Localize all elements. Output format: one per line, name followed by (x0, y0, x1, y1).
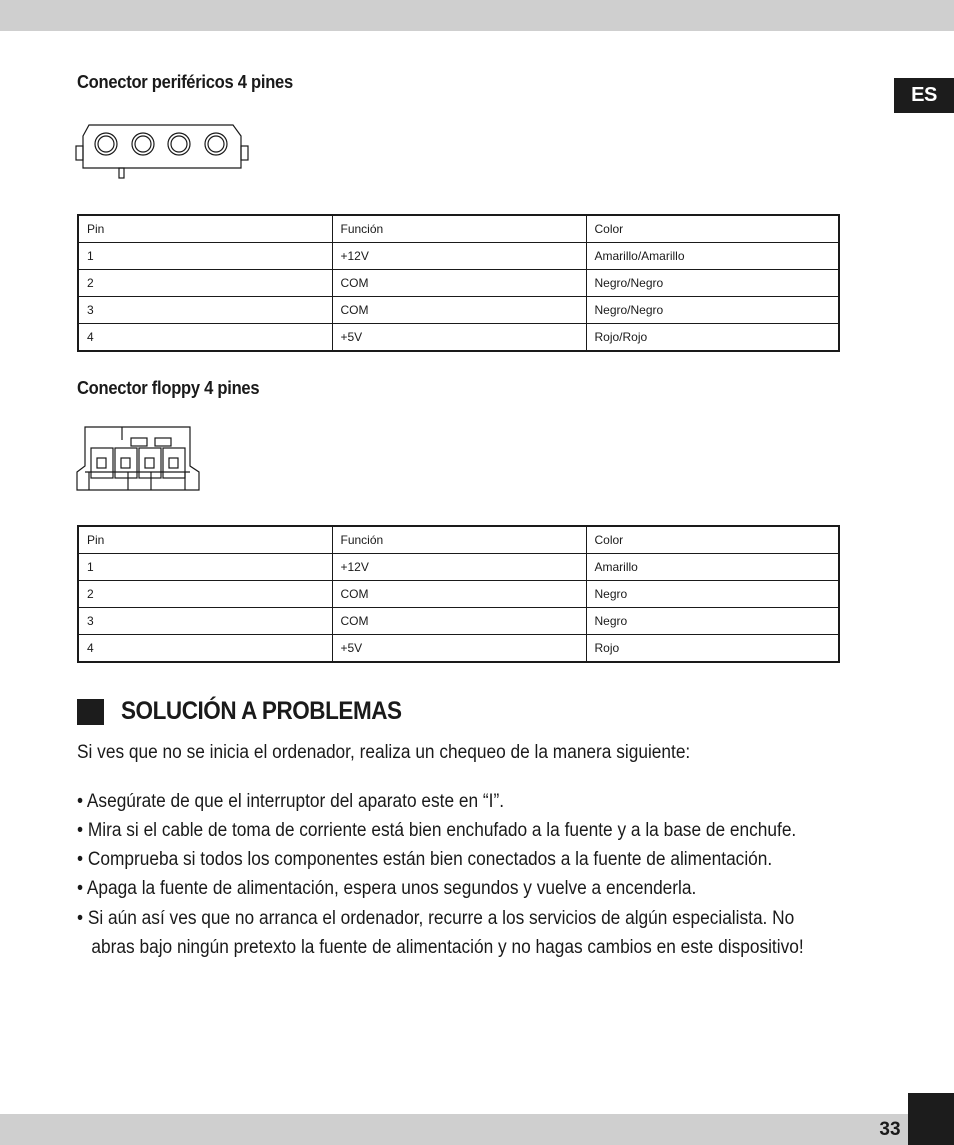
peripheral-connector-title: Conector periféricos 4 pines (77, 72, 293, 92)
table-cell: COM (332, 608, 586, 635)
corner-tab (908, 1093, 954, 1145)
table-row (78, 297, 839, 324)
floppy-pin-table (77, 525, 840, 663)
bullet-item-continuation: abras bajo ningún pretexto la fuente de alimentación y no hagas cambios en este dispositivo! (77, 937, 804, 958)
bullet-item: • Si aún así ves que no arranca el ordenador, recurre a los servicios de algún especialista. No (77, 908, 795, 929)
floppy-connector-diagram (75, 424, 203, 494)
table-cell: Negro/Negro (586, 270, 839, 297)
table-cell: 1 (78, 554, 332, 581)
table-header-row (78, 526, 839, 554)
peripheral-pin-table (77, 214, 840, 352)
table-cell: 4 (78, 635, 332, 663)
table-header-cell: Pin (78, 215, 332, 243)
molex-connector-diagram (75, 122, 250, 180)
floppy-connector-title: Conector floppy 4 pines (77, 378, 260, 398)
table-cell: COM (332, 297, 586, 324)
bullet-item: • Mira si el cable de toma de corriente está bien enchufado a la fuente y a la base de enchufe. (77, 820, 797, 841)
table-row (78, 608, 839, 635)
table-cell: Rojo/Rojo (586, 324, 839, 352)
table-cell: Amarillo (586, 554, 839, 581)
table-cell: COM (332, 581, 586, 608)
troubleshooting-heading: SOLUCIÓN A PROBLEMAS (121, 697, 402, 725)
table-cell: COM (332, 270, 586, 297)
table-cell: +5V (332, 324, 586, 352)
table-row (78, 635, 839, 663)
table-cell: +12V (332, 243, 586, 270)
heading-marker (77, 699, 104, 725)
table-row (78, 243, 839, 270)
table-cell: 2 (78, 270, 332, 297)
table-cell: +5V (332, 635, 586, 663)
table-cell: Negro/Negro (586, 297, 839, 324)
table-cell: Rojo (586, 635, 839, 663)
troubleshooting-intro: Si ves que no se inicia el ordenador, realiza un chequeo de la manera siguiente: (77, 742, 691, 763)
table-cell: 3 (78, 608, 332, 635)
bullet-item: • Asegúrate de que el interruptor del aparato este en “I”. (77, 791, 505, 812)
table-row (78, 270, 839, 297)
table-header-cell: Pin (78, 526, 332, 554)
page-number: 33 (879, 1118, 901, 1140)
table-cell: Negro (586, 608, 839, 635)
table-header-cell: Función (332, 215, 586, 243)
table-cell: 3 (78, 297, 332, 324)
table-cell: 4 (78, 324, 332, 352)
language-tab: ES (894, 78, 954, 113)
bottom-band (0, 1114, 908, 1145)
table-row (78, 554, 839, 581)
table-cell: 2 (78, 581, 332, 608)
table-row (78, 324, 839, 352)
table-header-cell: Función (332, 526, 586, 554)
table-cell: +12V (332, 554, 586, 581)
table-header-cell: Color (586, 526, 839, 554)
table-cell: Amarillo/Amarillo (586, 243, 839, 270)
table-header-cell: Color (586, 215, 839, 243)
table-cell: 1 (78, 243, 332, 270)
top-band (0, 0, 954, 31)
table-cell: Negro (586, 581, 839, 608)
table-row (78, 581, 839, 608)
bullet-item: • Comprueba si todos los componentes están bien conectados a la fuente de alimentación. (77, 849, 773, 870)
bullet-item: • Apaga la fuente de alimentación, espera unos segundos y vuelve a encenderla. (77, 878, 697, 899)
table-header-row (78, 215, 839, 243)
